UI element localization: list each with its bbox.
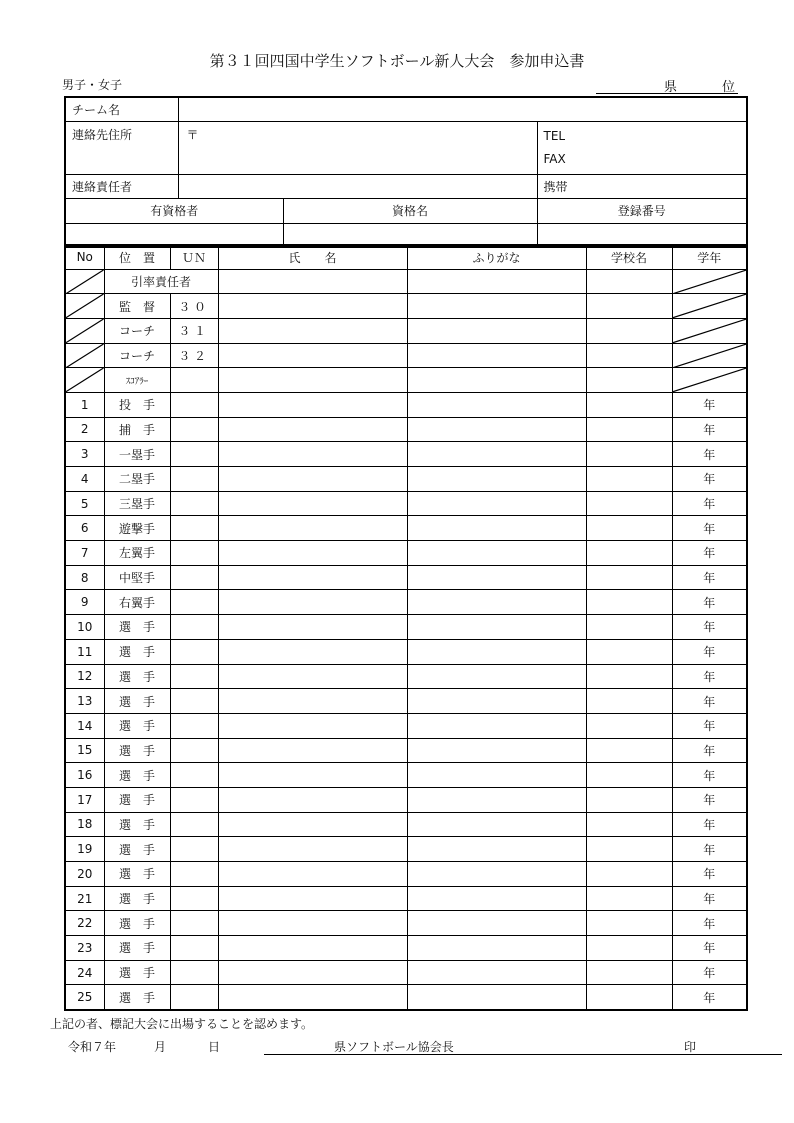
grade-cell[interactable]: 年: [672, 615, 747, 640]
player-position: 投 手: [104, 392, 170, 417]
school-cell[interactable]: [586, 738, 672, 763]
tel-label: TEL: [543, 128, 566, 143]
un-cell[interactable]: [170, 911, 218, 936]
grade-cell: [672, 269, 747, 294]
player-no: 16: [65, 763, 104, 788]
furigana-cell[interactable]: [407, 343, 586, 368]
name-cell[interactable]: [218, 269, 407, 294]
furigana-cell[interactable]: [407, 787, 586, 812]
player-position: 選 手: [104, 911, 170, 936]
furigana-cell[interactable]: [407, 985, 586, 1010]
col-no: No: [65, 245, 104, 269]
player-row: [65, 639, 747, 664]
furigana-cell[interactable]: [407, 862, 586, 887]
name-cell[interactable]: [218, 442, 407, 467]
name-cell[interactable]: [218, 565, 407, 590]
un-cell[interactable]: [170, 442, 218, 467]
school-cell[interactable]: [586, 491, 672, 516]
staff-un: ３２: [170, 343, 218, 368]
furigana-cell[interactable]: [407, 368, 586, 393]
name-cell[interactable]: [218, 689, 407, 714]
staff-un: [170, 368, 218, 393]
grade-cell[interactable]: 年: [672, 911, 747, 936]
name-cell[interactable]: [218, 763, 407, 788]
postal-mark: 〒: [186, 127, 199, 142]
seal-mark: 印: [684, 1040, 697, 1054]
furigana-cell[interactable]: [407, 960, 586, 985]
grade-cell[interactable]: 年: [672, 787, 747, 812]
player-position: 左翼手: [104, 541, 170, 566]
player-row: [65, 911, 747, 936]
player-position: 選 手: [104, 763, 170, 788]
school-cell[interactable]: [586, 936, 672, 961]
roster-table: [64, 244, 748, 1011]
player-no: 3: [65, 442, 104, 467]
player-no: 17: [65, 787, 104, 812]
un-cell[interactable]: [170, 689, 218, 714]
furigana-cell[interactable]: [407, 886, 586, 911]
furigana-cell[interactable]: [407, 417, 586, 442]
un-cell[interactable]: [170, 812, 218, 837]
grade-cell: [672, 368, 747, 393]
player-no: 9: [65, 590, 104, 615]
player-no: 25: [65, 985, 104, 1010]
school-cell[interactable]: [586, 960, 672, 985]
diagonal-slash: [66, 319, 104, 343]
player-position: 二塁手: [104, 467, 170, 492]
player-row: [65, 664, 747, 689]
school-cell[interactable]: [586, 368, 672, 393]
un-cell[interactable]: [170, 590, 218, 615]
player-row: [65, 837, 747, 862]
school-cell[interactable]: [586, 689, 672, 714]
school-cell[interactable]: [586, 343, 672, 368]
player-row: [65, 417, 747, 442]
un-cell[interactable]: [170, 417, 218, 442]
name-cell[interactable]: [218, 862, 407, 887]
school-cell[interactable]: [586, 392, 672, 417]
grade-cell[interactable]: 年: [672, 837, 747, 862]
form-title: 第３１回四国中学生ソフトボール新人大会 参加申込書: [209, 52, 585, 70]
player-position: 選 手: [104, 787, 170, 812]
name-cell[interactable]: [218, 960, 407, 985]
un-cell[interactable]: [170, 960, 218, 985]
signature-line: [68, 1038, 718, 1058]
player-no: 19: [65, 837, 104, 862]
name-cell[interactable]: [218, 368, 407, 393]
player-position: 選 手: [104, 738, 170, 763]
staff-position: 監 督: [104, 294, 170, 319]
furigana-cell[interactable]: [407, 713, 586, 738]
school-cell[interactable]: [586, 862, 672, 887]
un-cell[interactable]: [170, 787, 218, 812]
player-row: [65, 812, 747, 837]
grade-cell[interactable]: 年: [672, 763, 747, 788]
school-cell[interactable]: [586, 294, 672, 319]
name-cell[interactable]: [218, 911, 407, 936]
player-no: 7: [65, 541, 104, 566]
school-cell[interactable]: [586, 590, 672, 615]
furigana-cell[interactable]: [407, 936, 586, 961]
un-cell[interactable]: [170, 763, 218, 788]
diagonal-slash: [673, 319, 747, 343]
grade-cell[interactable]: 年: [672, 713, 747, 738]
date-day: 日: [208, 1040, 221, 1054]
player-position: 選 手: [104, 837, 170, 862]
date-era: 令和７年: [68, 1040, 117, 1054]
grade-cell[interactable]: 年: [672, 812, 747, 837]
name-cell[interactable]: [218, 343, 407, 368]
col-grade: 学年: [672, 245, 747, 269]
furigana-cell[interactable]: [407, 812, 586, 837]
player-row: [65, 541, 747, 566]
diagonal-slash: [66, 294, 104, 318]
qualified-person-label: 有資格者: [65, 198, 283, 223]
player-row: [65, 936, 747, 961]
team-name-field[interactable]: [178, 97, 747, 121]
furigana-cell[interactable]: [407, 738, 586, 763]
furigana-cell[interactable]: [407, 516, 586, 541]
diagonal-slash: [66, 344, 104, 368]
col-school: 学校名: [586, 245, 672, 269]
player-row: [65, 787, 747, 812]
furigana-cell[interactable]: [407, 837, 586, 862]
address-label: 連絡先住所: [65, 121, 178, 174]
grade-cell[interactable]: 年: [672, 467, 747, 492]
school-cell[interactable]: [586, 467, 672, 492]
player-no: 6: [65, 516, 104, 541]
player-row: [65, 763, 747, 788]
un-cell[interactable]: [170, 639, 218, 664]
un-cell[interactable]: [170, 541, 218, 566]
player-position: 選 手: [104, 862, 170, 887]
player-no: 8: [65, 565, 104, 590]
school-cell[interactable]: [586, 787, 672, 812]
player-row: [65, 467, 747, 492]
player-position: 選 手: [104, 936, 170, 961]
grade-cell[interactable]: 年: [672, 936, 747, 961]
grade-cell[interactable]: 年: [672, 862, 747, 887]
prefecture-ken: 県: [664, 80, 678, 95]
player-position: 一塁手: [104, 442, 170, 467]
name-cell[interactable]: [218, 516, 407, 541]
staff-position: コーチ: [104, 343, 170, 368]
grade-cell[interactable]: 年: [672, 590, 747, 615]
un-cell[interactable]: [170, 738, 218, 763]
school-cell[interactable]: [586, 837, 672, 862]
tel-fax-field[interactable]: [537, 121, 747, 174]
name-cell[interactable]: [218, 886, 407, 911]
grade-cell[interactable]: 年: [672, 738, 747, 763]
player-position: 中堅手: [104, 565, 170, 590]
name-cell[interactable]: [218, 837, 407, 862]
un-cell[interactable]: [170, 516, 218, 541]
player-no: 22: [65, 911, 104, 936]
staff-no-cell: [65, 318, 104, 343]
un-cell[interactable]: [170, 467, 218, 492]
staff-position: コーチ: [104, 318, 170, 343]
un-cell[interactable]: [170, 664, 218, 689]
grade-cell[interactable]: 年: [672, 516, 747, 541]
diagonal-slash: [673, 270, 747, 294]
grade-cell[interactable]: 年: [672, 664, 747, 689]
player-row: [65, 689, 747, 714]
grade-cell: [672, 294, 747, 319]
player-row: [65, 615, 747, 640]
diagonal-slash: [673, 368, 747, 392]
name-cell[interactable]: [218, 541, 407, 566]
name-cell[interactable]: [218, 318, 407, 343]
name-cell[interactable]: [218, 664, 407, 689]
player-row: [65, 713, 747, 738]
furigana-cell[interactable]: [407, 392, 586, 417]
qualification-label: 資格名: [283, 198, 537, 223]
school-cell[interactable]: [586, 318, 672, 343]
team-name-label: チーム名: [65, 97, 178, 121]
grade-cell[interactable]: 年: [672, 541, 747, 566]
name-cell[interactable]: [218, 417, 407, 442]
un-cell[interactable]: [170, 886, 218, 911]
name-cell[interactable]: [218, 936, 407, 961]
name-cell[interactable]: [218, 294, 407, 319]
date-month: 月: [154, 1040, 167, 1054]
address-field[interactable]: [178, 121, 537, 174]
furigana-cell[interactable]: [407, 491, 586, 516]
player-row: [65, 960, 747, 985]
furigana-cell[interactable]: [407, 294, 586, 319]
un-cell[interactable]: [170, 615, 218, 640]
player-no: 10: [65, 615, 104, 640]
furigana-cell[interactable]: [407, 269, 586, 294]
col-position: 位 置: [104, 245, 170, 269]
team-info-table: [64, 96, 748, 248]
player-row: [65, 590, 747, 615]
furigana-cell[interactable]: [407, 639, 586, 664]
school-cell[interactable]: [586, 442, 672, 467]
furigana-cell[interactable]: [407, 318, 586, 343]
grade-cell[interactable]: 年: [672, 417, 747, 442]
staff-row: [65, 269, 747, 294]
furigana-cell[interactable]: [407, 664, 586, 689]
player-no: 21: [65, 886, 104, 911]
un-cell[interactable]: [170, 862, 218, 887]
diagonal-slash: [66, 368, 104, 392]
staff-row: [65, 368, 747, 393]
player-no: 5: [65, 491, 104, 516]
grade-cell[interactable]: 年: [672, 565, 747, 590]
furigana-cell[interactable]: [407, 442, 586, 467]
diagonal-slash: [673, 294, 747, 318]
player-row: [65, 565, 747, 590]
name-cell[interactable]: [218, 590, 407, 615]
player-position: 遊撃手: [104, 516, 170, 541]
col-un: ＵＮ: [170, 245, 218, 269]
grade-cell[interactable]: 年: [672, 886, 747, 911]
staff-un: ３０: [170, 294, 218, 319]
school-cell[interactable]: [586, 565, 672, 590]
prefecture-field[interactable]: [596, 76, 738, 94]
grade-cell[interactable]: 年: [672, 960, 747, 985]
school-cell[interactable]: [586, 713, 672, 738]
name-cell[interactable]: [218, 738, 407, 763]
name-cell[interactable]: [218, 985, 407, 1010]
un-cell[interactable]: [170, 985, 218, 1010]
player-position: 選 手: [104, 960, 170, 985]
fax-label: FAX: [543, 151, 566, 166]
player-position: 選 手: [104, 886, 170, 911]
gender-label: 男子・女子: [62, 78, 123, 92]
school-cell[interactable]: [586, 269, 672, 294]
grade-cell: [672, 343, 747, 368]
school-cell[interactable]: [586, 911, 672, 936]
mobile-field[interactable]: [537, 174, 747, 198]
registration-number-label: 登録番号: [537, 198, 747, 223]
player-no: 15: [65, 738, 104, 763]
player-position: 捕 手: [104, 417, 170, 442]
contact-person-field[interactable]: [178, 174, 537, 198]
staff-no-cell: [65, 294, 104, 319]
furigana-cell[interactable]: [407, 590, 586, 615]
school-cell[interactable]: [586, 664, 672, 689]
name-cell[interactable]: [218, 491, 407, 516]
player-row: [65, 516, 747, 541]
un-cell[interactable]: [170, 837, 218, 862]
col-name: 氏 名: [218, 245, 407, 269]
un-cell[interactable]: [170, 491, 218, 516]
staff-un: ３１: [170, 318, 218, 343]
player-no: 2: [65, 417, 104, 442]
school-cell[interactable]: [586, 763, 672, 788]
player-row: [65, 392, 747, 417]
school-cell[interactable]: [586, 639, 672, 664]
contact-person-label: 連絡責任者: [65, 174, 178, 198]
player-row: [65, 886, 747, 911]
school-cell[interactable]: [586, 516, 672, 541]
grade-cell[interactable]: 年: [672, 639, 747, 664]
un-cell[interactable]: [170, 565, 218, 590]
diagonal-slash: [673, 344, 747, 368]
furigana-cell[interactable]: [407, 763, 586, 788]
player-row: [65, 862, 747, 887]
prefecture-rank: 位: [722, 80, 736, 95]
staff-no-cell: [65, 343, 104, 368]
player-no: 20: [65, 862, 104, 887]
un-cell[interactable]: [170, 713, 218, 738]
furigana-cell[interactable]: [407, 689, 586, 714]
player-no: 23: [65, 936, 104, 961]
player-no: 13: [65, 689, 104, 714]
name-cell[interactable]: [218, 812, 407, 837]
player-row: [65, 985, 747, 1010]
staff-no-cell: [65, 269, 104, 294]
furigana-cell[interactable]: [407, 911, 586, 936]
diagonal-slash: [66, 270, 104, 294]
un-cell[interactable]: [170, 392, 218, 417]
player-no: 1: [65, 392, 104, 417]
name-cell[interactable]: [218, 713, 407, 738]
un-cell[interactable]: [170, 936, 218, 961]
player-no: 4: [65, 467, 104, 492]
name-cell[interactable]: [218, 639, 407, 664]
name-cell[interactable]: [218, 615, 407, 640]
staff-position: 引率責任者: [104, 269, 218, 294]
player-position: 選 手: [104, 985, 170, 1010]
association-president: 県ソフトボール協会長: [334, 1040, 454, 1054]
grade-cell[interactable]: 年: [672, 442, 747, 467]
player-no: 18: [65, 812, 104, 837]
col-furigana: ふりがな: [407, 245, 586, 269]
staff-row: [65, 343, 747, 368]
player-position: 選 手: [104, 639, 170, 664]
grade-cell[interactable]: 年: [672, 392, 747, 417]
school-cell[interactable]: [586, 615, 672, 640]
player-no: 14: [65, 713, 104, 738]
grade-cell[interactable]: 年: [672, 985, 747, 1010]
furigana-cell[interactable]: [407, 615, 586, 640]
staff-row: [65, 318, 747, 343]
staff-no-cell: [65, 368, 104, 393]
name-cell[interactable]: [218, 467, 407, 492]
player-position: 選 手: [104, 713, 170, 738]
player-position: 選 手: [104, 812, 170, 837]
grade-cell: [672, 318, 747, 343]
furigana-cell[interactable]: [407, 541, 586, 566]
mobile-label: 携帯: [543, 179, 568, 194]
signature-underline: [264, 1054, 782, 1055]
player-row: [65, 738, 747, 763]
player-position: 選 手: [104, 664, 170, 689]
grade-cell[interactable]: 年: [672, 491, 747, 516]
staff-row: [65, 294, 747, 319]
name-cell[interactable]: [218, 392, 407, 417]
player-row: [65, 442, 747, 467]
staff-position: ｽｺｱﾗｰ: [104, 368, 170, 393]
school-cell[interactable]: [586, 985, 672, 1010]
furigana-cell[interactable]: [407, 565, 586, 590]
player-position: 選 手: [104, 689, 170, 714]
player-position: 右翼手: [104, 590, 170, 615]
grade-cell[interactable]: 年: [672, 689, 747, 714]
player-no: 24: [65, 960, 104, 985]
name-cell[interactable]: [218, 787, 407, 812]
certification-note: 上記の者、標記大会に出場することを認めます。: [50, 1017, 314, 1031]
player-row: [65, 491, 747, 516]
school-cell[interactable]: [586, 812, 672, 837]
player-position: 選 手: [104, 615, 170, 640]
player-no: 12: [65, 664, 104, 689]
school-cell[interactable]: [586, 886, 672, 911]
furigana-cell[interactable]: [407, 467, 586, 492]
school-cell[interactable]: [586, 541, 672, 566]
player-no: 11: [65, 639, 104, 664]
school-cell[interactable]: [586, 417, 672, 442]
player-position: 三塁手: [104, 491, 170, 516]
